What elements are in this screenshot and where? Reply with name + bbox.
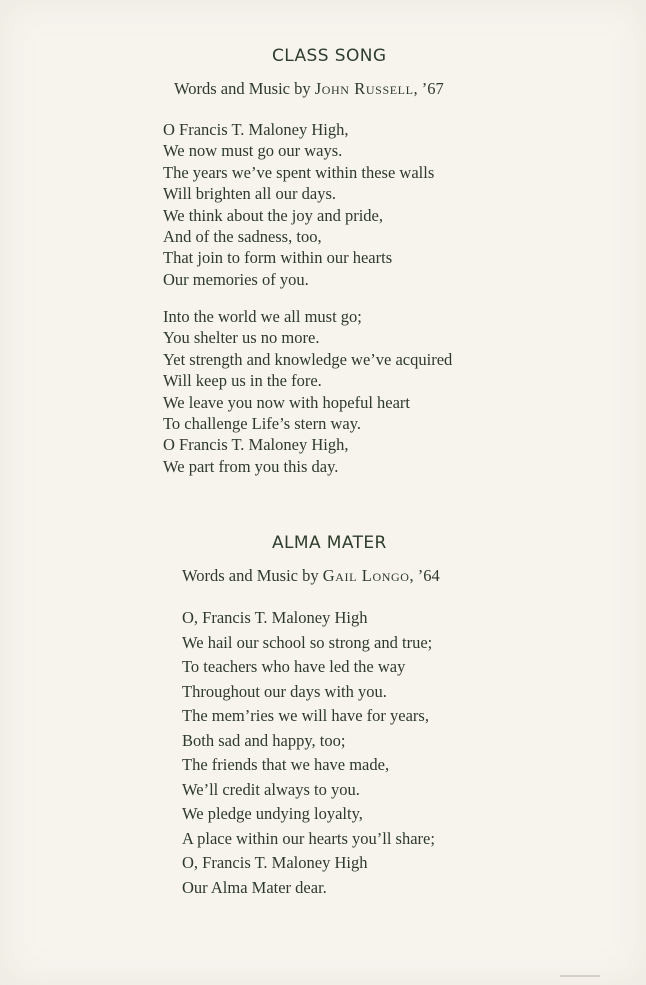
verse-line: O Francis T. Maloney High, <box>163 435 349 455</box>
verse-line: Yet strength and knowledge we’ve acquired <box>163 349 453 369</box>
verse-line: The mem’ries we will have for years, <box>182 706 429 725</box>
verse-line: The years we’ve spent within these walls <box>163 162 435 182</box>
verse-line: We leave you now with hopeful heart <box>163 392 411 412</box>
verse-line: O Francis T. Maloney High, <box>163 120 349 139</box>
verse-line: Into the world we all must go; <box>163 307 362 326</box>
verse-line: The friends that we have made, <box>182 755 390 774</box>
class-song-credit-prefix: Words and Music by <box>174 79 315 98</box>
class-song-author: John Russell <box>314 79 414 98</box>
alma-mater-author: Gail Longo <box>322 566 410 585</box>
verse-line: A place within our hearts you’ll share; <box>182 828 435 848</box>
verse-line: You shelter us no more. <box>163 328 320 348</box>
verse-line: We pledge undying loyalty, <box>182 804 363 823</box>
verse-line: Will keep us in the fore. <box>163 371 322 391</box>
page-edge-mark <box>560 975 600 977</box>
alma-mater-credit-year: , ’64 <box>409 566 440 585</box>
class-song-title: CLASS SONG <box>272 46 387 66</box>
class-song-credit-year: , ’67 <box>413 79 444 98</box>
alma-mater-credit <box>182 566 440 586</box>
verse-line: To challenge Life’s stern way. <box>163 413 361 433</box>
alma-mater-stanza <box>182 606 435 900</box>
verse-line: O, Francis T. Maloney High <box>182 853 368 872</box>
alma-mater-credit-prefix: Words and Music by <box>182 566 323 585</box>
verse-line: Our memories of you. <box>163 269 309 289</box>
verse-line: Both sad and happy, too; <box>182 730 346 750</box>
class-song-credit <box>174 79 444 99</box>
verse-line: And of the sadness, too, <box>163 226 322 246</box>
verse-line: We’ll credit always to you. <box>182 779 360 799</box>
verse-line: Will brighten all our days. <box>163 184 337 204</box>
verse-line: We now must go our ways. <box>163 141 343 161</box>
class-song-stanza-1 <box>163 119 434 290</box>
class-song-stanza-2 <box>163 306 452 477</box>
verse-line: Our Alma Mater dear. <box>182 877 327 897</box>
verse-line: That join to form within our hearts <box>163 248 393 268</box>
verse-line: To teachers who have led the way <box>182 657 406 676</box>
verse-line: We part from you this day. <box>163 456 339 476</box>
verse-line: We think about the joy and pride, <box>163 205 383 225</box>
verse-line: O, Francis T. Maloney High <box>182 608 368 627</box>
alma-mater-title: ALMA MATER <box>272 533 387 553</box>
verse-line: We hail our school so strong and true; <box>182 632 433 652</box>
verse-line: Throughout our days with you. <box>182 681 387 701</box>
